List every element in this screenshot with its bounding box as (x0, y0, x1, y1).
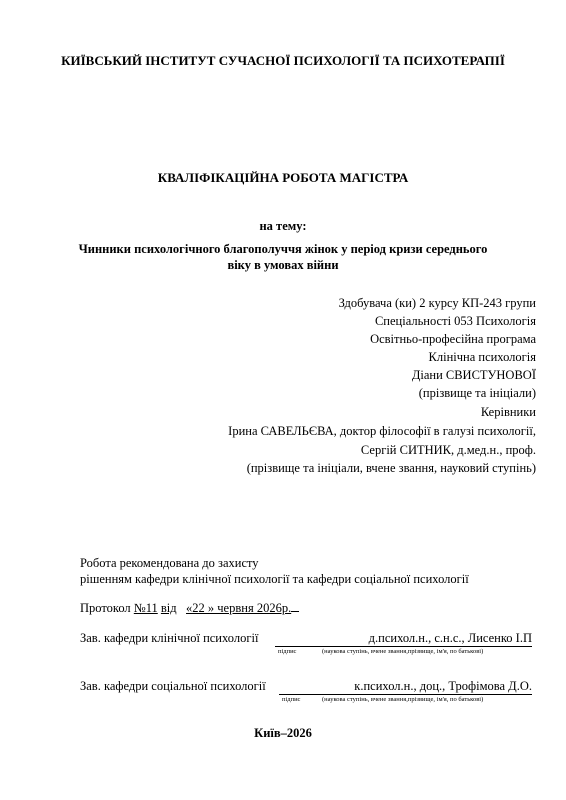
head-social-sign-note: підпис (282, 696, 301, 703)
recommendation-line-2: рішенням кафедри клінічної психології та кафедри соціальної психології (80, 572, 469, 586)
protocol-from: від (160, 601, 177, 615)
head-social-label: Зав. кафедри соціальної психології (80, 679, 266, 693)
topic-line-2: віку в умовах війни (227, 258, 339, 272)
student-specialty: Спеціальності 053 Психологія (374, 314, 536, 328)
head-clinical-signature-line (275, 631, 532, 647)
topic-line-1: Чинники психологічного благополуччя жінок у період кризи середнього (78, 242, 488, 256)
student-name-note: (прізвище та ініціали) (418, 386, 536, 400)
recommendation-line-1: Робота рекомендована до захисту (80, 556, 259, 570)
head-clinical-signer: д.психол.н., с.н.с., Лисенко І.П (368, 631, 532, 645)
supervisors-label: Керівники (480, 405, 536, 419)
head-clinical-sign-note: підпис (278, 648, 297, 655)
protocol-line (80, 601, 299, 616)
protocol-date-underline (291, 611, 299, 612)
head-social-signer: к.психол.н., доц., Трофімова Д.О. (354, 679, 532, 693)
city-year: Київ–2026 (254, 726, 312, 740)
student-course: Здобувача (ки) 2 курсу КП-243 групи (338, 296, 536, 310)
protocol-label: Протокол (80, 601, 131, 615)
student-name: Діани СВИСТУНОВОЇ (411, 368, 536, 382)
topic-label: на тему: (259, 219, 307, 233)
protocol-number: №11 (133, 601, 158, 615)
head-clinical-caption: (наукова ступінь, вчене звання,прізвище, ім'я, по батькові) (322, 648, 484, 655)
head-social-caption: (наукова ступінь, вчене звання,прізвище, ім'я, по батькові) (322, 696, 484, 703)
student-program-name: Клінічна психологія (428, 350, 536, 364)
student-program: Освітньо-професійна програма (370, 332, 536, 346)
supervisors-note: (прізвище та ініціали, вчене звання, науковий ступінь) (246, 461, 536, 475)
protocol-date: «22 » червня 2026р. (186, 601, 292, 615)
work-type-title: КВАЛІФІКАЦІЙНА РОБОТА МАГІСТРА (157, 170, 409, 185)
institute-name: КИЇВСЬКИЙ ІНСТИТУТ СУЧАСНОЇ ПСИХОЛОГІЇ ТА ПСИХОТЕРАПІЇ (61, 53, 505, 68)
head-social-signature-line (279, 679, 532, 695)
supervisor-2: Сергій СИТНИК, д.мед.н., проф. (360, 443, 536, 457)
supervisor-1: Ірина САВЕЛЬЄВА, доктор філософії в галузі психології, (228, 424, 536, 438)
head-clinical-label: Зав. кафедри клінічної психології (80, 631, 259, 645)
